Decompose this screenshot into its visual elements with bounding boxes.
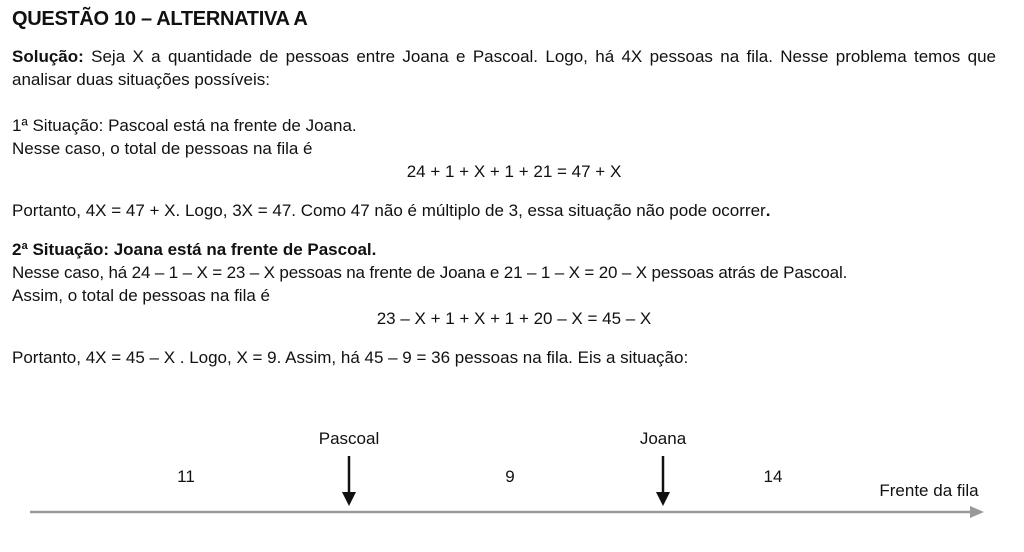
front-of-queue-label: Frente da fila — [879, 481, 979, 500]
count-in-front-of-joana: 14 — [763, 467, 783, 486]
situation2-conclusion: Portanto, 4X = 45 – X . Logo, X = 9. Assim, há 45 – 9 = 36 pessoas na fila. Eis a situação: — [12, 348, 689, 367]
situation1-equation: 24 + 1 + X + 1 + 21 = 47 + X — [406, 162, 622, 181]
solution-text: Seja X a quantidade de pessoas entre Joana e Pascoal. Logo, há 4X pessoas na fila. Nesse problema temos que analisar duas situações possíveis: — [12, 47, 996, 89]
pascoal-label: Pascoal — [318, 429, 380, 448]
question-title: QUESTÃO 10 – ALTERNATIVA A — [12, 8, 308, 30]
joana-arrow-icon — [656, 456, 670, 506]
diagram-graphics — [0, 426, 1024, 552]
situation1-conclusion — [12, 199, 996, 222]
solution-document — [12, 8, 996, 369]
situation2-line2: Assim, o total de pessoas na fila é — [12, 286, 270, 305]
queue-diagram — [0, 426, 1024, 552]
count-between: 9 — [505, 467, 515, 486]
situation2-line1: Nesse caso, há 24 – 1 – X = 23 – X pessoas na frente de Joana e 21 – 1 – X = 20 – X pessoas atrás de Pascoal. — [12, 263, 848, 282]
situation1-conclusion-end: . — [765, 201, 771, 220]
situation1-conclusion-text: Portanto, 4X = 47 + X. Logo, 3X = 47. Como 47 não é múltiplo de 3, essa situação não pode ocorrer — [12, 201, 766, 220]
count-behind-pascoal: 11 — [177, 467, 195, 486]
solution-label: Solução: — [12, 47, 84, 66]
solution-paragraph — [12, 45, 996, 91]
situation2-heading: 2ª Situação: Joana está na frente de Pascoal. — [12, 240, 377, 259]
pascoal-arrow-icon — [342, 456, 356, 506]
joana-label: Joana — [639, 429, 687, 448]
queue-axis-arrow — [30, 506, 984, 518]
situation1-heading: 1ª Situação: Pascoal está na frente de Joana. — [12, 116, 357, 135]
situation2-equation: 23 – X + 1 + X + 1 + 20 – X = 45 – X — [376, 309, 652, 328]
situation1-line: Nesse caso, o total de pessoas na fila é — [12, 139, 313, 158]
